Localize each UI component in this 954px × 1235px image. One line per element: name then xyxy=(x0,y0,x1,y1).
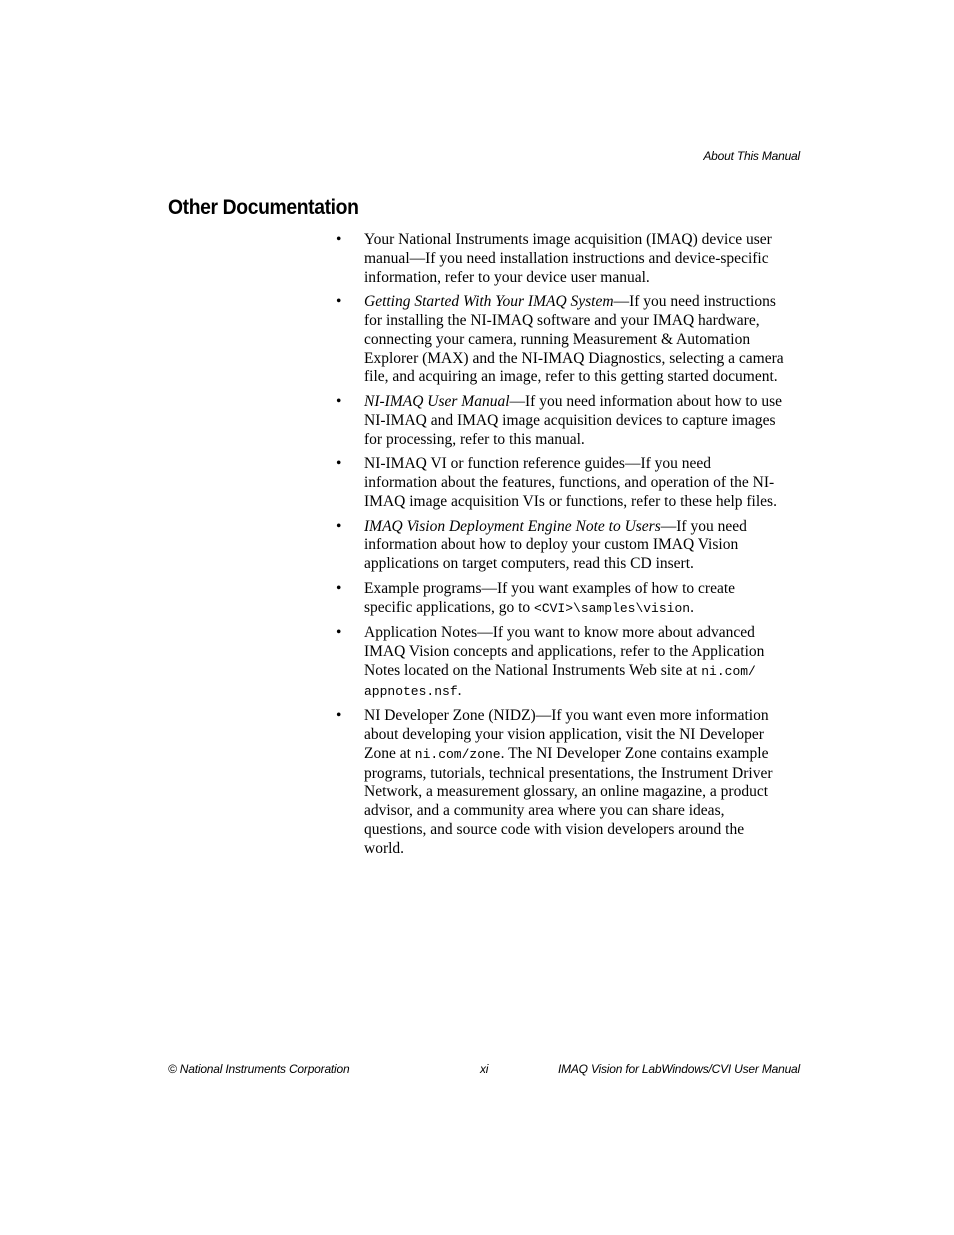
list-item xyxy=(336,231,784,287)
list-item xyxy=(336,518,784,574)
footer-manual-title: IMAQ Vision for LabWindows/CVI User Manual xyxy=(557,1062,800,1076)
bullet-icon: • xyxy=(336,293,342,311)
zone-link[interactable]: ni.com/zone xyxy=(414,746,501,762)
bullet-icon: • xyxy=(336,707,342,725)
item-text: Application Notes—If you want to know more about advanced IMAQ Vision concepts and applications, refer to the Application Notes located on the National Instruments Web site at xyxy=(364,624,765,679)
document-title: Getting Started With Your IMAQ System xyxy=(364,293,614,311)
footer-copyright: © National Instruments Corporation xyxy=(168,1062,350,1076)
document-title: IMAQ Vision Deployment Engine Note to Users xyxy=(364,517,661,535)
item-text: —If you need information about how to use NI-IMAQ and IMAQ image acquisition devices to capture images for processing, refer to this manual. xyxy=(364,393,782,448)
list-item xyxy=(336,707,784,858)
item-text: Example programs—If you want examples of how to create specific applications, go to xyxy=(364,579,736,616)
item-text: —If you need instructions for installing the NI-IMAQ software and your IMAQ hardware, connecting your camera, running Measurement & Automation Explorer (MAX) and the NI-IMAQ Diagnostics, selecting a camera file, and acquiring an image, refer to this getting started document. xyxy=(364,293,784,386)
document-title: NI-IMAQ User Manual xyxy=(364,393,510,410)
list-item xyxy=(336,393,784,449)
list-item xyxy=(336,455,784,511)
bullet-icon: • xyxy=(336,231,342,248)
list-item xyxy=(336,293,784,387)
bullet-icon: • xyxy=(336,579,342,597)
bullet-icon: • xyxy=(336,517,342,535)
section-title: Other Documentation xyxy=(168,196,359,219)
item-text: NI-IMAQ VI or function reference guides—If you need information about the features, functions, and operation of the NI-IMAQ image acquisition VIs or functions, refer to these help files. xyxy=(364,455,777,510)
list-item xyxy=(336,580,784,619)
item-text: Your National Instruments image acquisition (IMAQ) device user manual—If you need installation instructions and device-specific information, refer to your device user manual. xyxy=(364,231,772,286)
bullet-icon: • xyxy=(336,455,342,473)
item-text-after: . xyxy=(690,598,694,616)
item-text: NI Developer Zone (NIDZ)—If you want even more information about developing your vision application, visit the NI Developer Zone at xyxy=(364,707,769,762)
bullet-icon: • xyxy=(336,624,342,642)
list-item xyxy=(336,624,784,701)
item-text-after: . The NI Developer Zone contains example programs, tutorials, technical presentations, the Instrument Driver Network, a measurement glossary, an online magazine, a product advisor, and a community area where you can share ideas, questions, and source code with vision developers around the world. xyxy=(364,744,773,857)
running-head: About This Manual xyxy=(703,149,800,163)
page-number: xi xyxy=(480,1062,489,1076)
documentation-list xyxy=(336,231,784,864)
samples-path: <CVI>\samples\vision xyxy=(534,600,691,616)
item-text-after: . xyxy=(457,681,462,699)
bullet-icon: • xyxy=(336,393,342,410)
appnotes-link[interactable]: ni.com/ appnotes.nsf xyxy=(364,663,756,699)
item-text: —If you need information about how to deploy your custom IMAQ Vision applications on target computers, read this CD insert. xyxy=(364,517,747,572)
